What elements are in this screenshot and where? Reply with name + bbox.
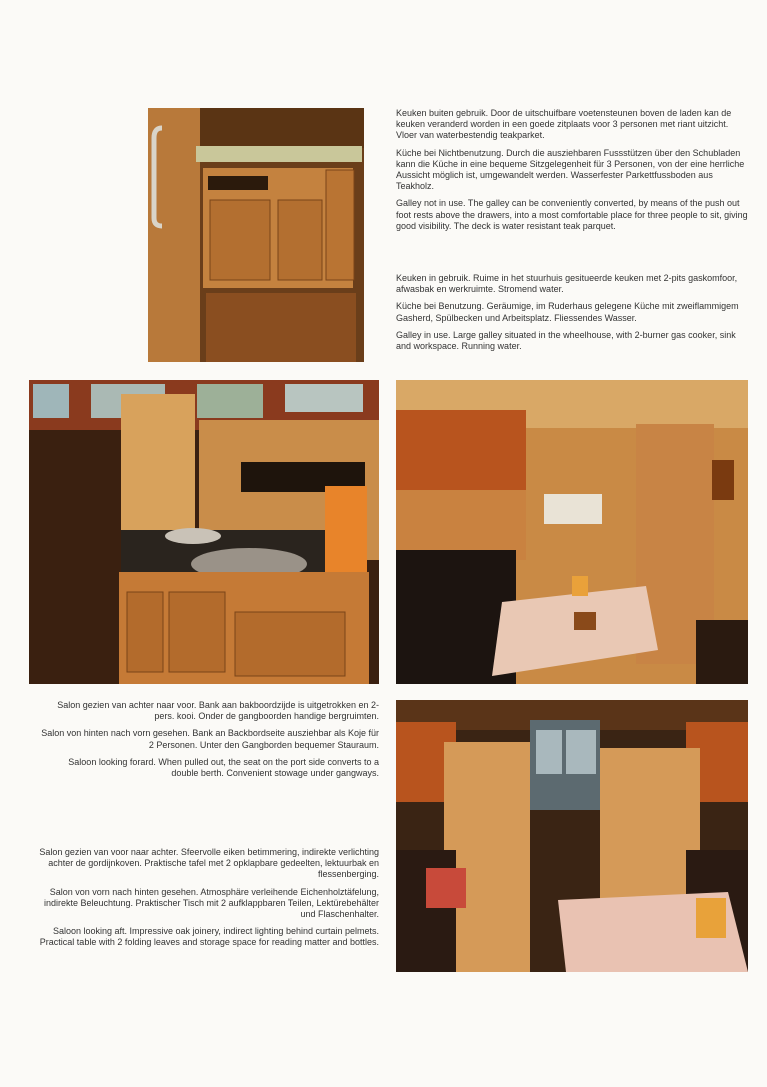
caption-saloon-aft [30,847,379,955]
caption-en: Galley in use. Large galley situated in the wheelhouse, with 2-burner gas cooker, sink and workspace. Running water. [396,329,736,352]
caption-saloon-forward [40,700,379,785]
caption-nl: Salon gezien van achter naar voor. Bank aan bakboordzijde is uitgetrokken en 2-pers. kooi. Onder de gangboorden handige bergruimten. [57,700,379,722]
caption-de: Küche bei Nichtbenutzung. Durch die ausziehbaren Fussstützen über den Schubladen kann die Küche in eine bequeme Sitzgelegenheit für 3 Personen, von der eine herrliche Aussicht möglich ist, umgewandelt werden. Wasserfester Parkettfussboden aus Teakholz. [396,147,745,192]
photo-saloon-forward [396,380,748,684]
caption-en: Saloon looking forard. When pulled out, the seat on the port side converts to a double berth. Convenient stowage under gangways. [68,756,379,779]
caption-nl: Keuken buiten gebruik. Door de uitschuifbare voetensteunen boven de laden kan de keuken veranderd worden in een goede zitplaats voor 3 personen met riant uitzicht. Vloer van waterbestendig teakparket. [396,108,732,141]
caption-de: Salon von hinten nach vorn gesehen. Bank an Backbordseite ausziehbar als Koje für 2 Personen. Unter den Gangborden bequemer Stauraum. [41,728,379,750]
caption-galley-in-use [396,273,748,358]
caption-galley-not-in-use [396,108,748,238]
photo-galley-in-use [29,380,379,684]
caption-en: Galley not in use. The galley can be conveniently converted, by means of the push out foot rests above the drawers, into a most comfortable place for three people to sit, giving good visibility. The deck is water resistant teak parquet. [396,198,748,231]
caption-nl: Keuken in gebruik. Ruime in het stuurhuis gesitueerde keuken met 2-pits gaskomfoor, afwasbak en werkruimte. Stromend water. [396,273,738,295]
photo-saloon-aft [396,700,748,972]
caption-de: Salon von vorn nach hinten gesehen. Atmosphäre verleihende Eichenholztäfelung, indirekte Beleuchtung. Praktischer Tisch mit 2 aufklappbaren Teilen, Lektürebehälter und Flaschenhalter. [43,886,379,920]
caption-de: Küche bei Benutzung. Geräumige, im Ruderhaus gelegene Küche mit zweiflammigem Gasherd, Spülbecken und Arbeitsplatz. Fliessendes Wasser. [396,301,739,323]
caption-nl: Salon gezien van voor naar achter. Sfeervolle eiken betimmering, indirekte verlichting achter de gordijnkoven. Praktische tafel met 2 opklapbare gedeelten, lektuurbak en flessenberging. [39,847,379,880]
caption-en: Saloon looking aft. Impressive oak joinery, indirect lighting behind curtain pelmets. Practical table with 2 folding leaves and storage space for reading matter and bottles. [39,926,379,948]
photo-galley-not-in-use [148,108,364,362]
